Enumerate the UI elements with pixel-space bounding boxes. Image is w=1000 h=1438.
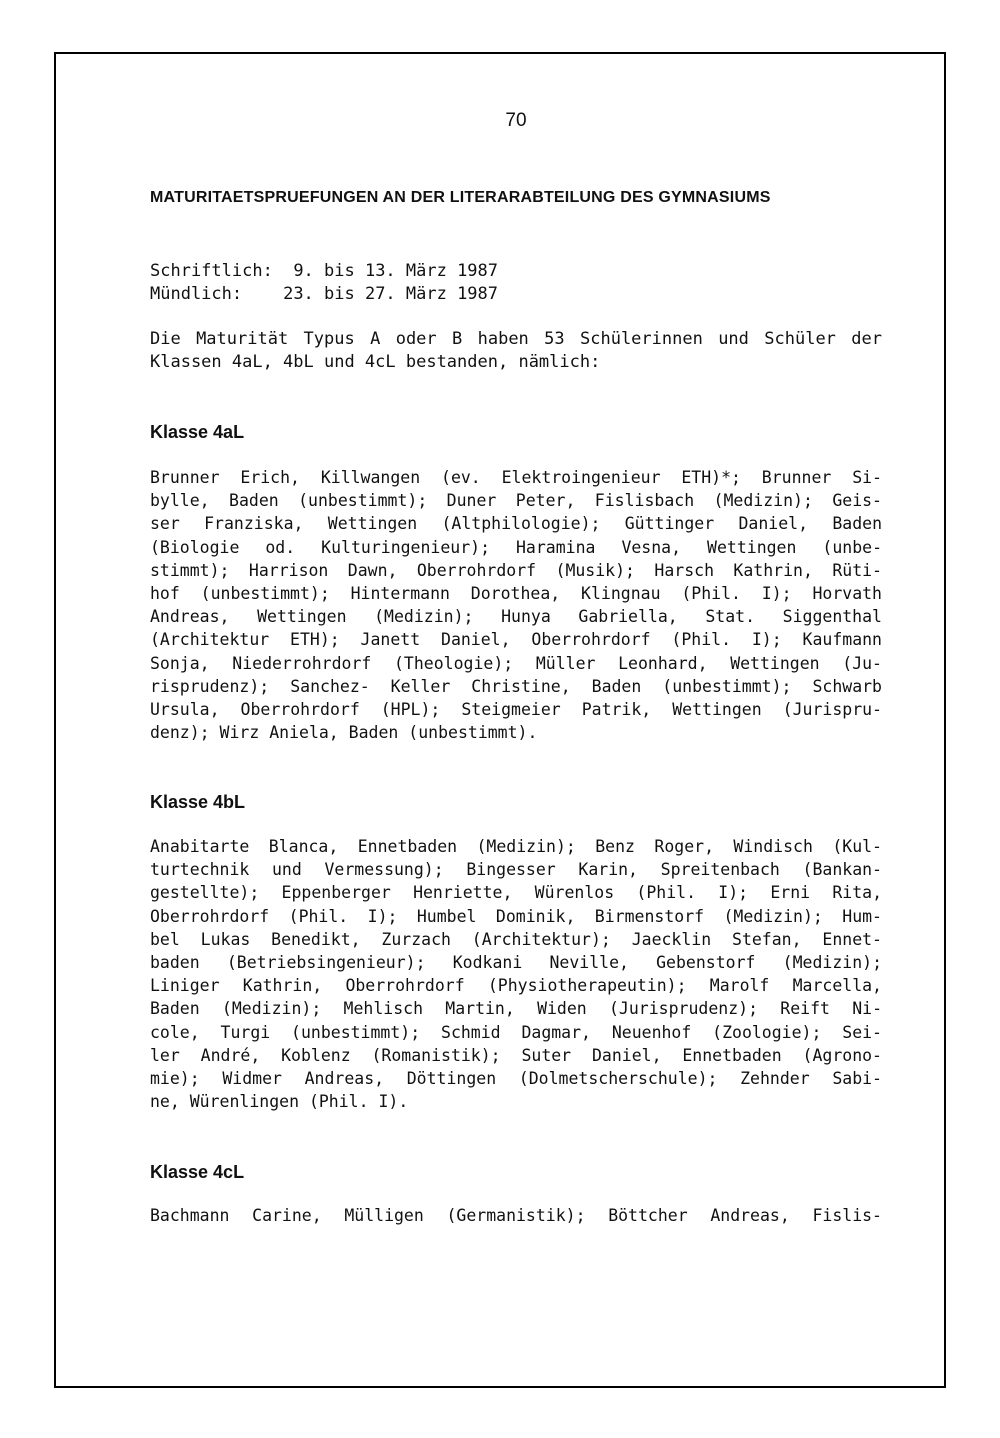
- text-line: Bachmann Carine, Mülligen (Germanistik); Böttcher Andreas, Fislis-: [150, 1206, 882, 1225]
- text-line: Anabitarte Blanca, Ennetbaden (Medizin); Benz Roger, Windisch (Kul-: [150, 837, 882, 856]
- text-line: (Biologie od. Kulturingenieur); Haramina Vesna, Wettingen (unbe-: [150, 537, 882, 557]
- text-line: hof (unbestimmt); Hintermann Dorothea, Klingnau (Phil. I); Horvath: [150, 584, 882, 604]
- class-list-4cl: [150, 1204, 882, 1227]
- class-list-4al: [150, 466, 882, 744]
- intro-line: Die Maturität Typus A oder B haben 53 Schülerinnen und Schüler der: [150, 329, 882, 349]
- text-line: turtechnik und Vermessung); Bingesser Karin, Spreitenbach (Bankan-: [150, 860, 882, 880]
- text-line: (Architektur ETH); Janett Daniel, Oberrohrdorf (Phil. I); Kaufmann: [150, 630, 882, 650]
- text-line: mie); Widmer Andreas, Döttingen (Dolmetscherschule); Zehnder Sabi-: [150, 1069, 882, 1089]
- text-line: denz); Wirz Aniela, Baden (unbestimmt).: [150, 723, 538, 743]
- class-heading-4al: Klasse 4aL: [150, 422, 245, 442]
- text-line: Brunner Erich, Killwangen (ev. Elektroingenieur ETH)*; Brunner Si-: [150, 468, 882, 487]
- text-line: ne, Würenlingen (Phil. I).: [150, 1092, 409, 1112]
- schriftlich-label: Schriftlich:: [150, 261, 273, 281]
- page-title: MATURITAETSPRUEFUNGEN AN DER LITERARABTEILUNG DES GYMNASIUMS: [150, 189, 771, 206]
- text-line: Liniger Kathrin, Oberrohrdorf (Physiotherapeutin); Marolf Marcella,: [150, 976, 882, 996]
- text-line: risprudenz); Sanchez- Keller Christine, Baden (unbestimmt); Schwarb: [150, 676, 882, 696]
- document-page-border: [54, 52, 946, 1388]
- text-line: Andreas, Wettingen (Medizin); Hunya Gabriella, Stat. Siggenthal: [150, 607, 882, 627]
- text-line: Ursula, Oberrohrdorf (HPL); Steigmeier Patrik, Wettingen (Jurispru-: [150, 700, 882, 720]
- intro-line: Klassen 4aL, 4bL und 4cL bestanden, nämlich:: [150, 352, 601, 372]
- text-line: cole, Turgi (unbestimmt); Schmid Dagmar, Neuenhof (Zoologie); Sei-: [150, 1022, 882, 1042]
- muendlich-value: 23. bis 27. März 1987: [283, 284, 499, 304]
- intro-paragraph: [150, 328, 882, 374]
- text-line: Baden (Medizin); Mehlisch Martin, Widen (Jurisprudenz); Reift Ni-: [150, 999, 882, 1019]
- text-line: ser Franziska, Wettingen (Altphilologie); Güttinger Daniel, Baden: [150, 514, 882, 534]
- text-line: bel Lukas Benedikt, Zurzach (Architektur); Jaecklin Stefan, Ennet-: [150, 929, 882, 949]
- muendlich-label: Mündlich:: [150, 284, 243, 304]
- text-line: gestellte); Eppenberger Henriette, Würenlos (Phil. I); Erni Rita,: [150, 883, 882, 903]
- text-line: ler André, Koblenz (Romanistik); Suter Daniel, Ennetbaden (Agrono-: [150, 1045, 882, 1065]
- class-heading-4bl: Klasse 4bL: [150, 792, 246, 812]
- schriftlich-value: 9. bis 13. März 1987: [293, 261, 499, 281]
- text-line: bylle, Baden (unbestimmt); Duner Peter, Fislisbach (Medizin); Geis-: [150, 491, 882, 511]
- exam-dates: [150, 260, 498, 306]
- class-list-4bl: [150, 835, 882, 1113]
- text-line: Oberrohrdorf (Phil. I); Humbel Dominik, Birmenstorf (Medizin); Hum-: [150, 906, 882, 926]
- page-number: 70: [505, 110, 527, 131]
- class-heading-4cl: Klasse 4cL: [150, 1162, 245, 1182]
- text-line: Sonja, Niederrohrdorf (Theologie); Müller Leonhard, Wettingen (Ju-: [150, 653, 882, 673]
- text-line: baden (Betriebsingenieur); Kodkani Neville, Gebenstorf (Medizin);: [150, 953, 882, 973]
- text-line: stimmt); Harrison Dawn, Oberrohrdorf (Musik); Harsch Kathrin, Rüti-: [150, 560, 882, 580]
- document-page: [56, 54, 944, 1386]
